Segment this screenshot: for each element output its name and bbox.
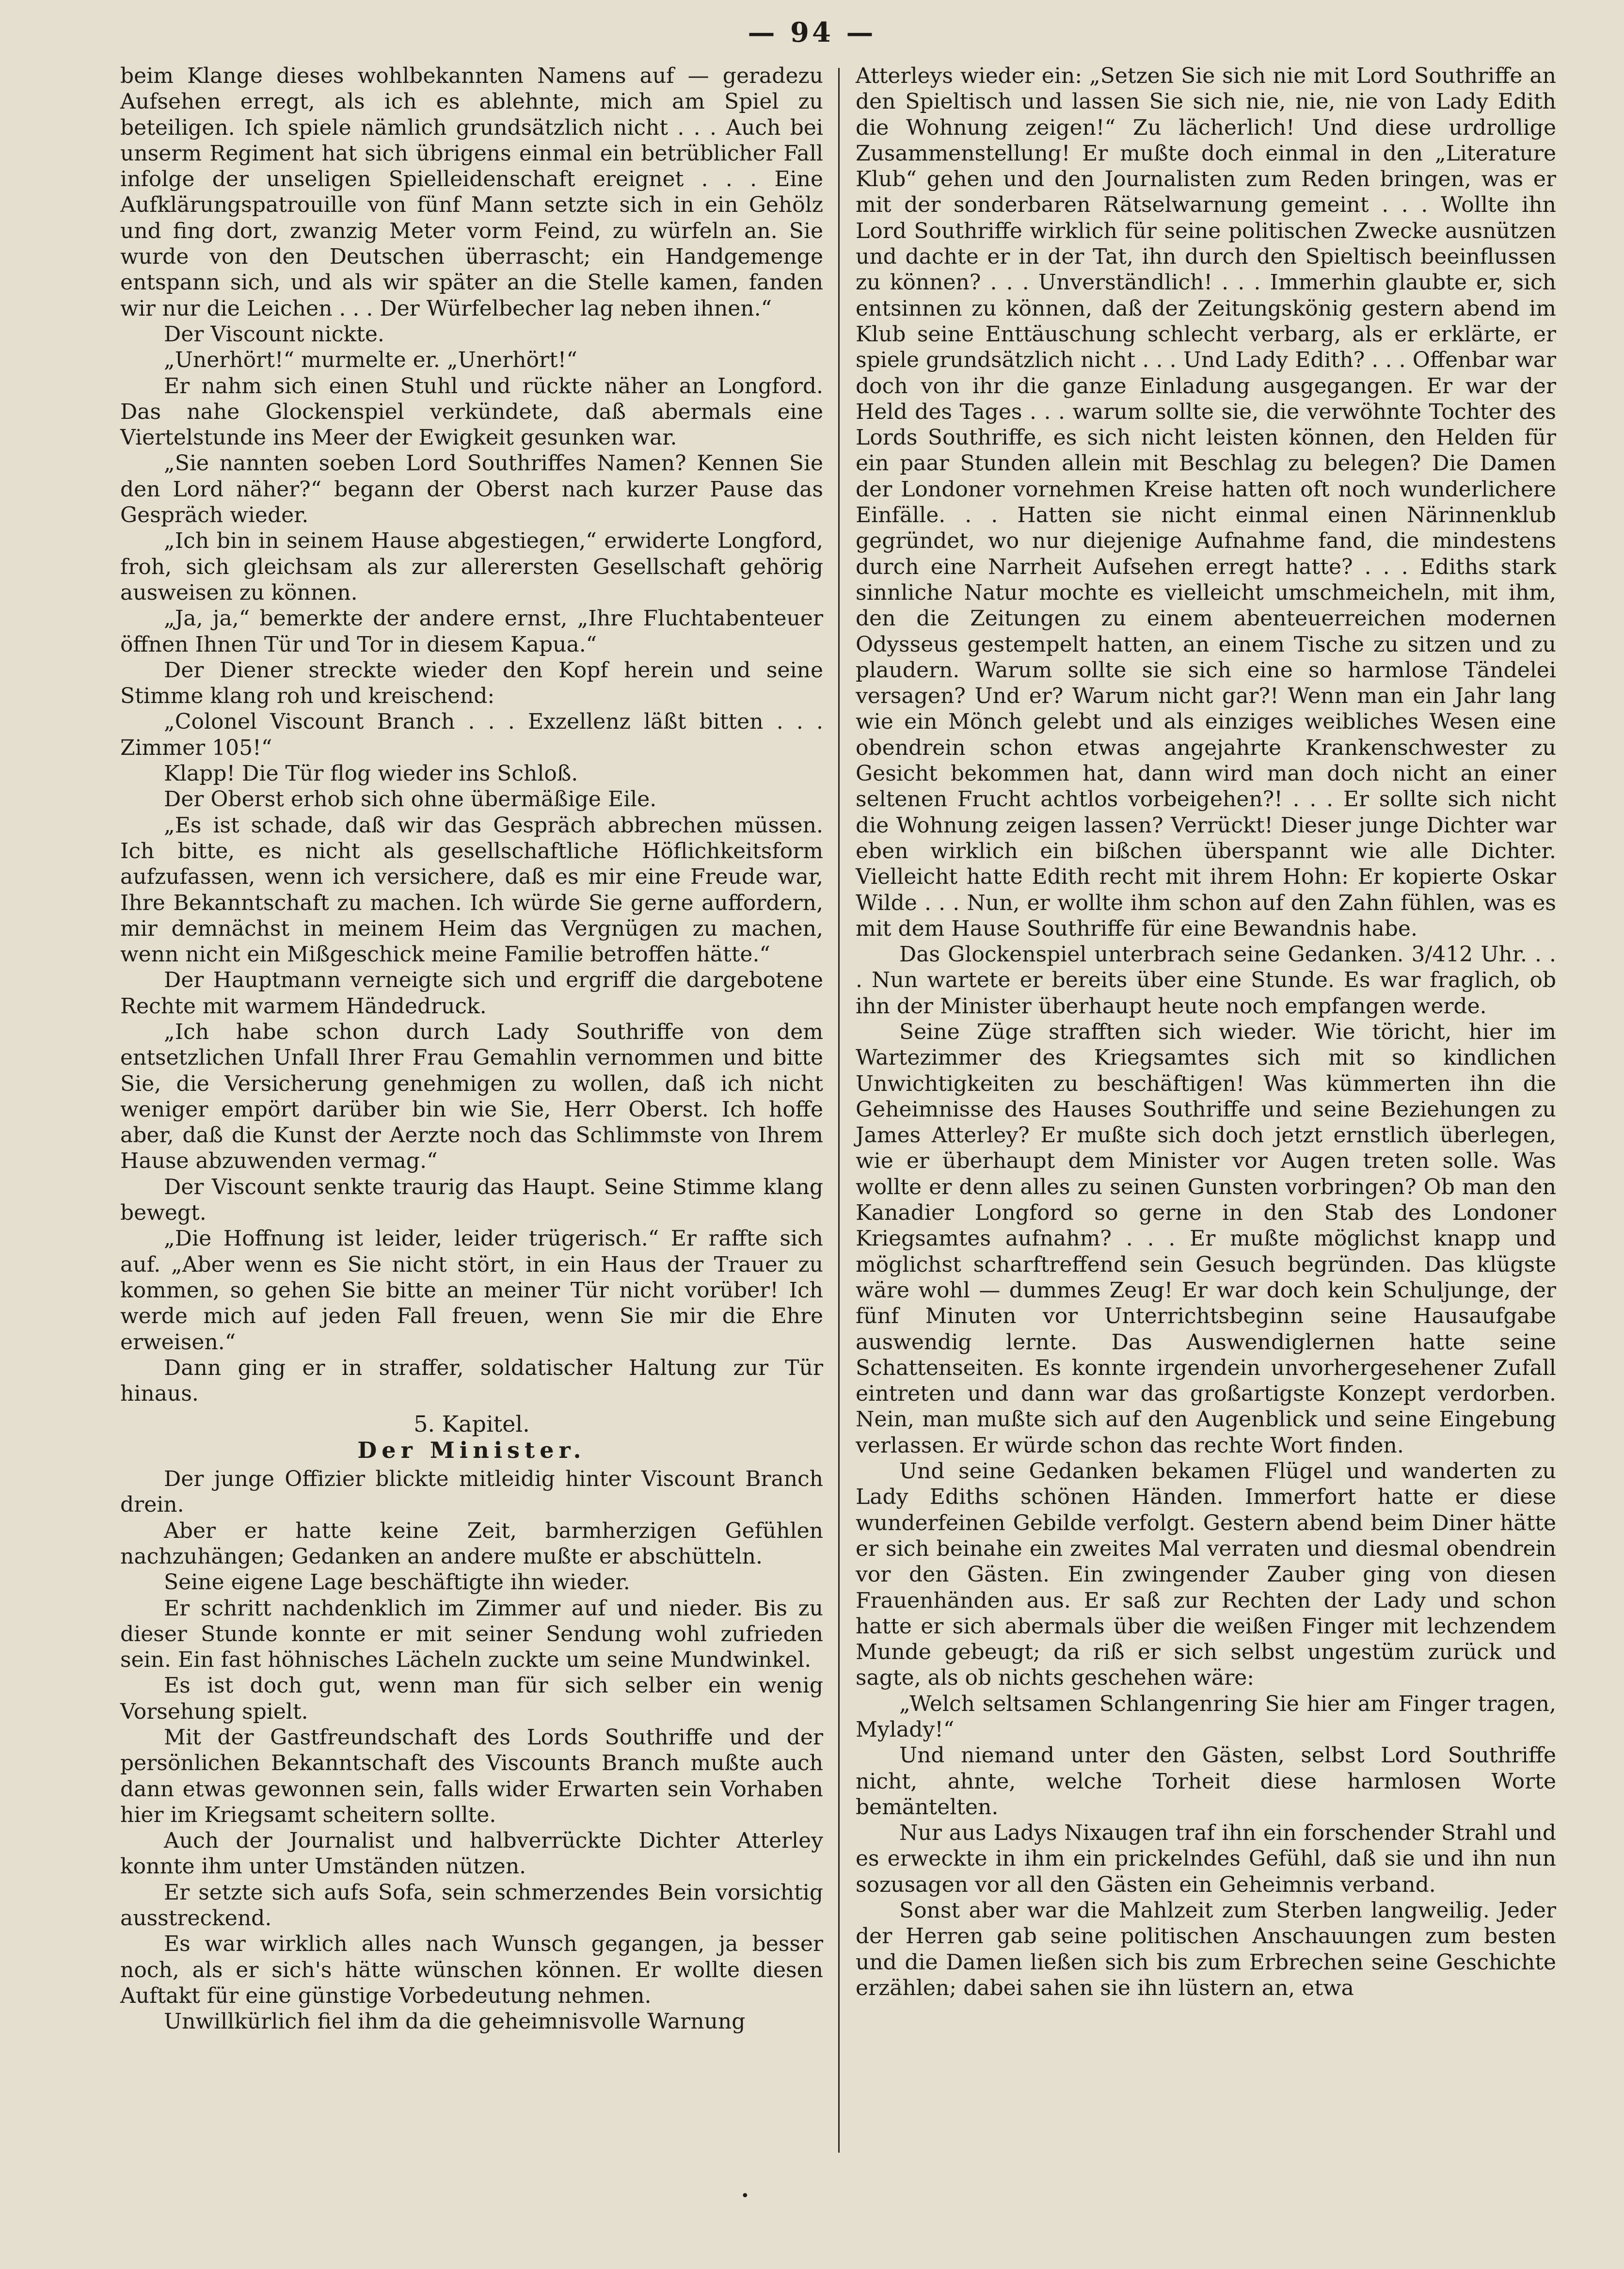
paragraph: Es ist doch gut, wenn man für sich selber ein wenig Vorsehung spielt.	[120, 1673, 823, 1724]
paragraph: Klapp! Die Tür flog wieder ins Schloß.	[164, 761, 578, 786]
paragraph: „Ja, ja,“ bemerkte der andere ernst, „Ihre Fluchtabenteuer öffnen Ihnen Tür und Tor in diesem Kapua.“	[120, 606, 823, 657]
paragraph: „Colonel Viscount Branch . . . Exzellenz läßt bitten . . . Zimmer 105!“	[120, 709, 823, 760]
paragraph: Und seine Gedanken bekamen Flügel und wanderten zu Lady Ediths schönen Händen. Immerfort hatte er diese wunderfeinen Gebilde verfolgt. Gestern abend beim Diner hätte er sich beinahe ein zweites Mal verraten und diesmal obendrein vor den Gästen. Ein zwingender Zauber ging von diesen Frauenhänden aus. Er saß zur Rechten der Lady und schon hatte er sich abermals über die weißen Finger mit lechzendem Munde gebeugt; da riß er sich selbst ungestüm zurück und sagte, als ob nichts geschehen wäre:	[856, 1459, 1556, 1691]
paragraph: Nur aus Ladys Nixaugen traf ihn ein forschender Strahl und es erweckte in ihm ein prickelndes Gefühl, daß sie und ihn nun sozusagen vor all den Gästen ein Geheimnis verband.	[856, 1821, 1556, 1897]
page-number: — 94 —	[748, 16, 876, 48]
paragraph: Der Hauptmann verneigte sich und ergriff die dargebotene Rechte mit warmem Händedruck.	[120, 968, 823, 1019]
paragraph: Dann ging er in straffer, soldatischer Haltung zur Tür hinaus.	[120, 1355, 823, 1406]
column-divider	[838, 68, 840, 2153]
paragraph: „Es ist schade, daß wir das Gespräch abbrechen müssen. Ich bitte, es nicht als gesellschaftliche Höflichkeitsform aufzufassen, wenn ich versichere, daß es mir eine Freude war, Ihre Bekanntschaft zu machen. Ich würde Sie gerne auffordern, mir demnächst in meinem Heim das Vergnügen zu machen, wenn nicht ein Mißgeschick meine Familie betroffen hätte.“	[120, 813, 823, 967]
paragraph: Der Viscount senkte traurig das Haupt. Seine Stimme klang bewegt.	[120, 1174, 823, 1226]
paragraph: Er nahm sich einen Stuhl und rückte näher an Longford. Das nahe Glockenspiel verkündete, daß abermals eine Viertelstunde ins Meer der Ewigkeit gesunken war.	[120, 373, 823, 450]
paragraph: Er setzte sich aufs Sofa, sein schmerzendes Bein vorsichtig ausstreckend.	[120, 1880, 823, 1931]
paragraph: Auch der Journalist und halbverrückte Dichter Atterley konnte ihm unter Umständen nützen.	[120, 1828, 823, 1879]
right-column	[856, 63, 1556, 2001]
paragraph: Der junge Offizier blickte mitleidig hinter Viscount Branch drein.	[120, 1467, 823, 1518]
paragraph: Mit der Gastfreundschaft des Lords Southriffe und der persönlichen Bekanntschaft des Viscounts Branch mußte auch dann etwas gewonnen sein, falls wider Erwarten sein Vorhaben hier im Kriegsamt scheitern sollte.	[120, 1725, 823, 1827]
paragraph: Seine Züge strafften sich wieder. Wie töricht, hier im Wartezimmer des Kriegsamtes sich mit so kindlichen Unwichtigkeiten zu beschäftigen! Was kümmerten ihn die Geheimnisse des Hauses Southriffe und seine Beziehungen zu James Atterley? Er mußte sich doch jetzt ernstlich überlegen, wie er überhaupt dem Minister vor Augen treten solle. Was wollte er denn alles zu seinen Gunsten vorbringen? Ob man den Kanadier Longford so gerne in den Stab des Londoner Kriegsamtes aufnahm? . . . Er mußte möglichst knapp und möglichst scharftreffend sein Gesuch begründen. Das klügste wäre wohl — dummes Zeug! Er war doch kein Schuljunge, der fünf Minuten vor Unterrichtsbeginn seine Hausaufgabe auswendig lernte. Das Auswendiglernen hatte seine Schattenseiten. Es konnte irgendein unvorhergesehener Zufall eintreten und dann war das großartigste Konzept verdorben. Nein, man mußte sich auf den Augenblick und seine Eingebung verlassen. Er würde schon das rechte Wort finden.	[856, 1019, 1556, 1458]
paragraph: „Welch seltsamen Schlangenring Sie hier am Finger tragen, Mylady!“	[856, 1691, 1556, 1742]
paragraph: „Die Hoffnung ist leider, leider trügerisch.“ Er raffte sich auf. „Aber wenn es Sie nicht stört, in ein Haus der Trauer zu kommen, so gehen Sie bitte an meiner Tür nicht vorüber! Ich werde mich auf jeden Fall freuen, wenn Sie mir die Ehre erweisen.“	[120, 1226, 823, 1355]
paragraph: „Unerhört!“ murmelte er. „Unerhört!“	[164, 348, 577, 373]
paragraph: Der Oberst erhob sich ohne übermäßige Eile.	[164, 787, 657, 812]
paragraph: Es war wirklich alles nach Wunsch gegangen, ja besser noch, als er sich's hätte wünschen können. Er wollte diesen Auftakt für eine günstige Vorbedeutung nehmen.	[120, 1932, 823, 2008]
paragraph: Atterleys wieder ein: „Setzen Sie sich nie mit Lord Southriffe an den Spieltisch und lassen Sie sich nie, nie, nie von Lady Edith die Wohnung zeigen!“ Zu lächerlich! Und diese urdrollige Zusammenstellung! Er mußte doch einmal in den „Literature Klub“ gehen und den Journalisten zum Reden bringen, was er mit der sonderbaren Rätselwarnung gemeint . . . Wollte ihn Lord Southriffe wirklich für seine politischen Zwecke ausnützen und dachte er in der Tat, ihn durch den Spieltisch beeinflussen zu können? . . . Unverständlich! . . . Immerhin glaubte er, sich entsinnen zu können, daß der Zeitungskönig gestern abend im Klub seine Enttäuschung schlecht verbarg, als er erklärte, er spiele grundsätzlich nicht . . . Und Lady Edith? . . . Offenbar war doch von ihr die ganze Einladung ausgegangen. Er war der Held des Tages . . . warum sollte sie, die verwöhnte Tochter des Lords Southriffe, es sich nicht leisten können, den Helden für ein paar Stunden allein mit Beschlag zu belegen? Die Damen der Londoner vornehmen Kreise hatten oft noch wunderlichere Einfälle. . . Hatten sie nicht einmal einen Närinnenklub gegründet, wo nur diejenige Aufnahme fand, die mindestens durch eine Narrheit Aufsehen erregt hatte? . . . Ediths stark sinnliche Natur mochte es vielleicht umschmeicheln, mit ihm, den die Zeitungen zu einem abenteuerreichen modernen Odysseus gestempelt hatten, an einem Tische zu sitzen und zu plaudern. Warum sollte sie sich eine so harmlose Tändelei versagen? Und er? Warum nicht gar?! Wenn man ein Jahr lang wie ein Mönch gelebt und als einziges weibliches Wesen eine obendrein schon etwas angejahrte Krankenschwester zu Gesicht bekommen hat, dann wird man doch nicht an einer seltenen Frucht achtlos vorbeigehen?! . . . Er sollte sich nicht die Wohnung zeigen lassen? Verrückt! Dieser junge Dichter war eben wirklich ein bißchen überspannt wie alle Dichter. Vielleicht hatte Edith recht mit ihrem Hohn: Er kopierte Oskar Wilde . . . Nun, er wollte ihm schon auf den Zahn fühlen, was es mit dem Hause Southriffe für eine Bewandnis habe.	[856, 64, 1556, 941]
paragraph: „Ich bin in seinem Hause abgestiegen,“ erwiderte Longford, froh, sich gleichsam als zur allerersten Gesellschaft gehörig ausweisen zu können.	[120, 528, 823, 605]
paragraph: „Sie nannten soeben Lord Southriffes Namen? Kennen Sie den Lord näher?“ begann der Oberst nach kurzer Pause das Gespräch wieder.	[120, 451, 823, 528]
chapter-title: Der Minister.	[357, 1437, 586, 1463]
paragraph: Das Glockenspiel unterbrach seine Gedanken. 3/412 Uhr. . . . Nun wartete er bereits über eine Stunde. Es war fraglich, ob ihn der Minister überhaupt heute noch empfangen werde.	[856, 942, 1556, 1019]
paragraph: Der Diener streckte wieder den Kopf herein und seine Stimme klang roh und kreischend:	[120, 657, 823, 709]
paragraph: Sonst aber war die Mahlzeit zum Sterben langweilig. Jeder der Herren gab seine politischen Anschauungen zum besten und die Damen ließen sich bis zum Erbrechen seine Geschichte erzählen; dabei sahen sie ihn lüstern an, etwa	[856, 1898, 1556, 2000]
paragraph: Aber er hatte keine Zeit, barmherzigen Gefühlen nachzuhängen; Gedanken an andere mußte er abschütteln.	[120, 1518, 823, 1569]
paragraph: beim Klange dieses wohlbekannten Namens auf — geradezu Aufsehen erregt, als ich es ablehnte, mich am Spiel zu beteiligen. Ich spiele nämlich grundsätzlich nicht . . . Auch bei unserm Regiment hat sich übrigens einmal ein betrüblicher Fall infolge der unseligen Spielleidenschaft ereignet . . . Eine Aufklärungspatrouille von fünf Mann setzte sich in ein Gehölz und fing dort, zwanzig Meter vorm Feind, zu würfeln an. Sie wurde von den Deutschen überrascht; ein Handgemenge entspann sich, und als wir später an die Stelle kamen, fanden wir nur die Leichen . . . Der Würfelbecher lag neben ihnen.“	[120, 64, 823, 321]
bottom-mark: •	[741, 2188, 749, 2205]
paragraph: „Ich habe schon durch Lady Southriffe von dem entsetzlichen Unfall Ihrer Frau Gemahlin vernommen und bitte Sie, die Versicherung genehmigen zu wollen, daß ich nicht weniger empört darüber bin wie Sie, Herr Oberst. Ich hoffe aber, daß die Kunst der Aerzte noch das Schlimmste von Ihrem Hause abzuwenden vermag.“	[120, 1019, 823, 1174]
paragraph: Unwillkürlich fiel ihm da die geheimnisvolle Warnung	[164, 2009, 746, 2034]
paragraph: Seine eigene Lage beschäftigte ihn wieder.	[164, 1570, 630, 1595]
chapter-number: 5. Kapitel.	[414, 1411, 530, 1438]
paragraph: Er schritt nachdenklich im Zimmer auf und nieder. Bis zu dieser Stunde konnte er mit seiner Sendung wohl zufrieden sein. Ein fast höhnisches Lächeln zuckte um seine Mundwinkel.	[120, 1596, 823, 1673]
left-column	[120, 63, 823, 2035]
paragraph: Und niemand unter den Gästen, selbst Lord Southriffe nicht, ahnte, welche Torheit diese harmlosen Worte bemäntelten.	[856, 1743, 1556, 1820]
paragraph: Der Viscount nickte.	[164, 321, 384, 347]
